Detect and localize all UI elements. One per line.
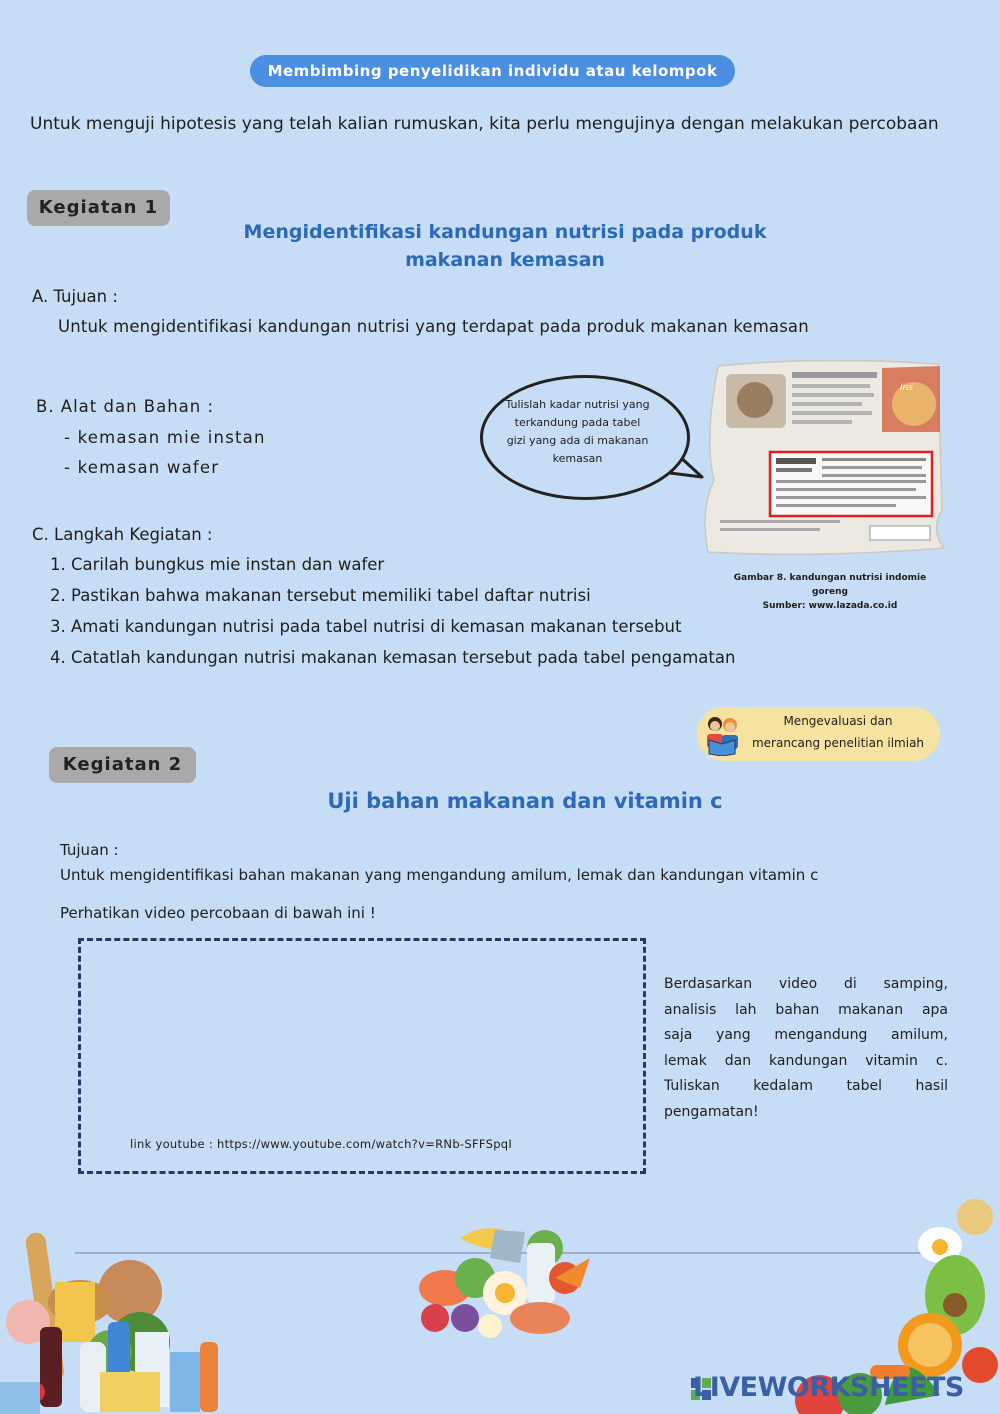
caption-line: Gambar 8. kandungan nutrisi indomie goreng — [733, 573, 927, 597]
caption-source: Sumber: www.lazada.co.id — [762, 601, 898, 611]
svg-text:Ins: Ins — [900, 383, 914, 393]
analysis-line: Tuliskan kedalam tabel hasil — [664, 1078, 948, 1094]
skill-badge-line: Mengevaluasi dan — [783, 714, 893, 728]
kegiatan-1-title — [200, 218, 810, 274]
speech-bubble-text: Tulislah kadar nutrisi yang terkandung pada tabel gizi yang ada di makanan kemasan — [505, 398, 650, 465]
kegiatan-2-tujuan-label: Tujuan : — [60, 841, 119, 859]
tujuan-text: Untuk mengidentifikasi kandungan nutrisi yang terdapat pada produk makanan kemasan — [58, 317, 809, 336]
noodle-package-image — [700, 360, 945, 555]
analysis-line: lemak dan kandungan vitamin c. — [664, 1052, 948, 1069]
tujuan-label: A. Tujuan : — [32, 287, 118, 306]
liveworksheets-brand: LIVEWORKSHEETS — [693, 1372, 964, 1403]
kegiatan-1-title-line1: Mengidentifikasi kandungan nutrisi pada produk — [243, 221, 767, 243]
intro-paragraph: Untuk menguji hipotesis yang telah kalian rumuskan, kita perlu mengujinya dengan melakukan percobaan — [30, 114, 939, 134]
video-instruction: Perhatikan video percobaan di bawah ini ! — [60, 904, 376, 922]
alat-bahan-label: B. Alat dan Bahan : — [36, 397, 215, 416]
kegiatan-2-tag: Kegiatan 2 — [49, 747, 196, 783]
langkah-item: 3. Amati kandungan nutrisi pada tabel nutrisi di kemasan makanan tersebut — [50, 617, 682, 636]
langkah-item: 2. Pastikan bahwa makanan tersebut memiliki tabel daftar nutrisi — [50, 586, 591, 605]
image-caption — [715, 571, 945, 613]
kegiatan-1-tag: Kegiatan 1 — [27, 190, 170, 226]
analysis-instruction — [664, 972, 948, 1125]
grocery-illustration-left — [0, 1222, 235, 1414]
alat-item: - kemasan mie instan — [64, 428, 266, 447]
kegiatan-2-title: Uji bahan makanan dan vitamin c — [327, 789, 723, 813]
skill-badge-line: merancang penelitian ilmiah — [751, 736, 925, 750]
langkah-item: 1. Carilah bungkus mie instan dan wafer — [50, 555, 385, 574]
kegiatan-1-title-line2: makanan kemasan — [405, 249, 605, 271]
section-banner: Membimbing penyelidikan individu atau kelompok — [250, 55, 735, 87]
analysis-line: saja yang mengandung amilum, — [664, 1027, 948, 1043]
analysis-line: Berdasarkan video di samping, — [664, 976, 948, 992]
skill-badge-text — [738, 710, 938, 754]
langkah-item: 4. Catatlah kandungan nutrisi makanan kemasan tersebut pada tabel pengamatan — [50, 648, 736, 667]
healthy-food-illustration — [405, 1218, 595, 1343]
langkah-label: C. Langkah Kegiatan : — [32, 525, 213, 544]
youtube-link[interactable]: link youtube : https://www.youtube.com/watch?v=RNb-SFFSpqI — [130, 1137, 513, 1151]
alat-item: - kemasan wafer — [64, 458, 220, 477]
kegiatan-2-tujuan-text: Untuk mengidentifikasi bahan makanan yang mengandung amilum, lemak dan kandungan vitamin c — [60, 866, 819, 884]
analysis-line: analisis lah bahan makanan apa — [664, 1001, 948, 1018]
students-reading-icon — [703, 714, 741, 756]
analysis-line: pengamatan! — [664, 1103, 759, 1120]
